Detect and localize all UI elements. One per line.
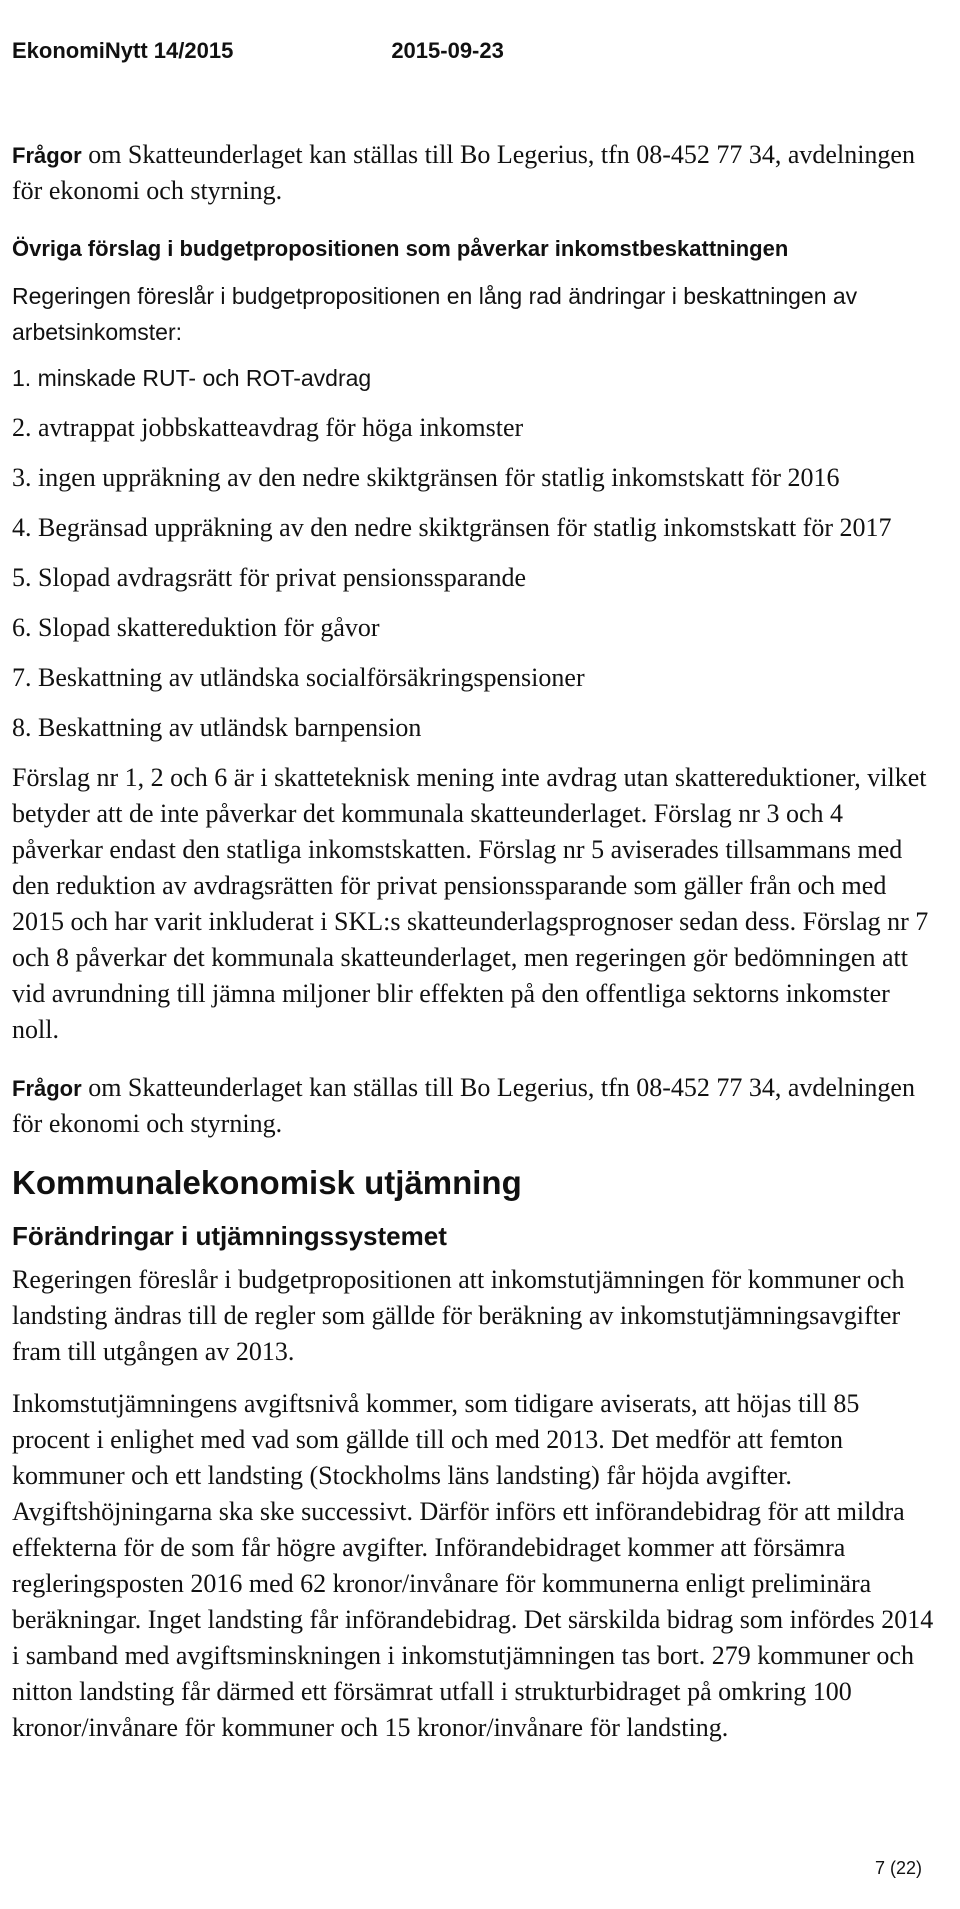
proposals-heading: Övriga förslag i budgetpropositionen som påverkar inkomstbeskattningen (12, 236, 789, 261)
page-header (12, 38, 612, 64)
equalization-paragraph-1: Regeringen föreslår i budgetpropositionen att inkomstutjämningen för kommuner och landsting ändras till de regler som gällde för beräkning av inkomstutjämningsavgifter fram till utgången av 2013. (12, 1265, 905, 1366)
proposals-list (12, 360, 937, 746)
list-item: 5. Slopad avdragsrätt för privat pensionssparande (12, 563, 527, 592)
equalization-paragraph-2: Inkomstutjämningens avgiftsnivå kommer, som tidigare aviserats, att höjas till 85 procent i enlighet med vad som gällde till och med 2013. Det medför att femton kommuner och ett landsting (Stockholms läns landsting) får höjda avgifter. Avgiftshöjningarna ska ske successivt. Därför införs ett införandebidrag för att mildra effekterna för de som får högre avgifter. Införandebidraget kommer att försämra regleringsposten 2016 med 62 kronor/invånare för kommunerna enligt preliminära beräkningar. Inget landsting får införandebidrag. Det särskilda bidrag som infördes 2014 i samband med avgiftsminskningen i inkomstutjämningen tas bort. 279 kommuner och nitton landsting får därmed ett försämrat utfall i strukturbidraget på omkring 100 kronor/invånare för kommuner och 15 kronor/invånare för landsting. (12, 1389, 934, 1742)
contact-label: Frågor (12, 143, 82, 168)
list-item: 2. avtrappat jobbskatteavdrag för höga inkomster (12, 413, 524, 442)
contact-paragraph (12, 1070, 937, 1142)
page-number: 7 (22) (874, 1858, 922, 1878)
subsection-title: Förändringar i utjämningssystemet (12, 1221, 447, 1251)
document-body (12, 137, 937, 1762)
list-item: 4. Begränsad uppräkning av den nedre skiktgränsen för statlig inkomstskatt för 2017 (12, 513, 892, 542)
proposals-body: Förslag nr 1, 2 och 6 är i skatteteknisk mening inte avdrag utan skattereduktioner, vilket betyder att de inte påverkar det kommunala skatteunderlaget. Förslag nr 3 och 4 påverkar endast den statliga inkomstskatten. Förslag nr 5 aviserades tillsammans med den reduktion av avdragsrätten för privat pensionssparande som gäller från och med 2015 och har varit inkluderat i SKL:s skatteunderlagsprognoser sedan dess. Förslag nr 7 och 8 påverkar det kommunala skatteunderlaget, men regeringen gör bedömningen att vid avrundning till jämna miljoner blir effekten på den offentliga sektorns inkomster noll. (12, 763, 929, 1044)
proposals-intro: Regeringen föreslår i budgetpropositionen en lång rad ändringar i beskattningen av arbetsinkomster: (12, 283, 858, 345)
contact-text: om Skatteunderlaget kan ställas till Bo Legerius, tfn 08-452 77 34, avdelningen för ekonomi och styrning. (12, 140, 915, 205)
list-item: 7. Beskattning av utländska socialförsäkringspensioner (12, 663, 585, 692)
contact-label: Frågor (12, 1076, 82, 1101)
publication-name: EkonomiNytt 14/2015 (12, 38, 234, 63)
contact-text: om Skatteunderlaget kan ställas till Bo Legerius, tfn 08-452 77 34, avdelningen för ekonomi och styrning. (12, 1073, 915, 1138)
section-title: Kommunalekonomisk utjämning (12, 1164, 522, 1201)
publication-date: 2015-09-23 (391, 38, 504, 63)
list-item: 8. Beskattning av utländsk barnpension (12, 713, 422, 742)
contact-paragraph (12, 137, 937, 209)
list-item: 6. Slopad skattereduktion för gåvor (12, 613, 380, 642)
list-item: 3. ingen uppräkning av den nedre skiktgränsen för statlig inkomstskatt för 2016 (12, 463, 840, 492)
list-item: 1. minskade RUT- och ROT-avdrag (12, 365, 372, 391)
